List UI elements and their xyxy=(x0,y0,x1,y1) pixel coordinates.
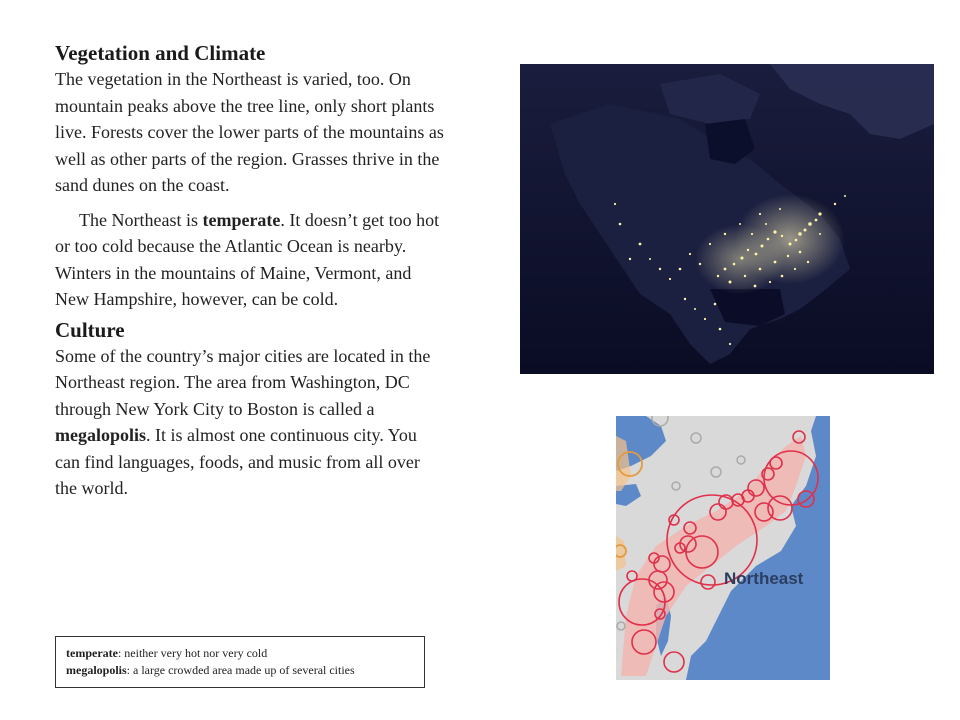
glossary-box xyxy=(55,636,425,688)
glossary-definition: : a large crowded area made up of several cities xyxy=(126,663,355,677)
section-heading-vegetation: Vegetation and Climate xyxy=(55,41,266,65)
term-megalopolis: megalopolis xyxy=(55,425,147,445)
paragraph-vegetation: The vegetation in the Northeast is varied, too. On mountain peaks above the tree line, only short plants live. Forests cover the lower parts of the mountains as well as other parts of the region. Grasses thrive in the sand dunes on the coast. xyxy=(55,69,444,195)
glossary-entry-megalopolis xyxy=(66,662,414,679)
paragraph-culture-text-1: Some of the country’s major cities are located in the Northeast region. The area from Washington, DC through New York City to Boston is called a xyxy=(55,345,431,419)
map-label-northeast: Northeast xyxy=(724,569,804,588)
paragraph-culture xyxy=(55,343,445,502)
north-america-night-image xyxy=(520,64,934,374)
night-satellite-graphic xyxy=(520,64,934,374)
glossary-definition: : neither very hot nor very cold xyxy=(117,646,268,660)
paragraph-temperate-text-2: . It doesn’t get too hot or too cold because the Atlantic Ocean is nearby. Winters in the mountains of Maine, Vermont, and New Hampshire, however, can be cold. xyxy=(55,209,440,309)
term-temperate: temperate xyxy=(202,209,281,230)
megalopolis-map xyxy=(616,416,830,680)
article-text xyxy=(55,40,445,502)
glossary-term: megalopolis xyxy=(66,663,127,677)
paragraph-temperate-text-1: The Northeast is xyxy=(79,209,203,230)
megalopolis-map-graphic xyxy=(616,416,830,680)
paragraph-temperate xyxy=(55,207,445,313)
glossary-term: temperate xyxy=(66,646,118,660)
paragraph-culture-text-2: . It is almost one continuous city. You can find languages, foods, and music from all over the world. xyxy=(55,425,420,498)
glossary-entry-temperate xyxy=(66,645,414,662)
section-heading-culture: Culture xyxy=(55,317,125,342)
